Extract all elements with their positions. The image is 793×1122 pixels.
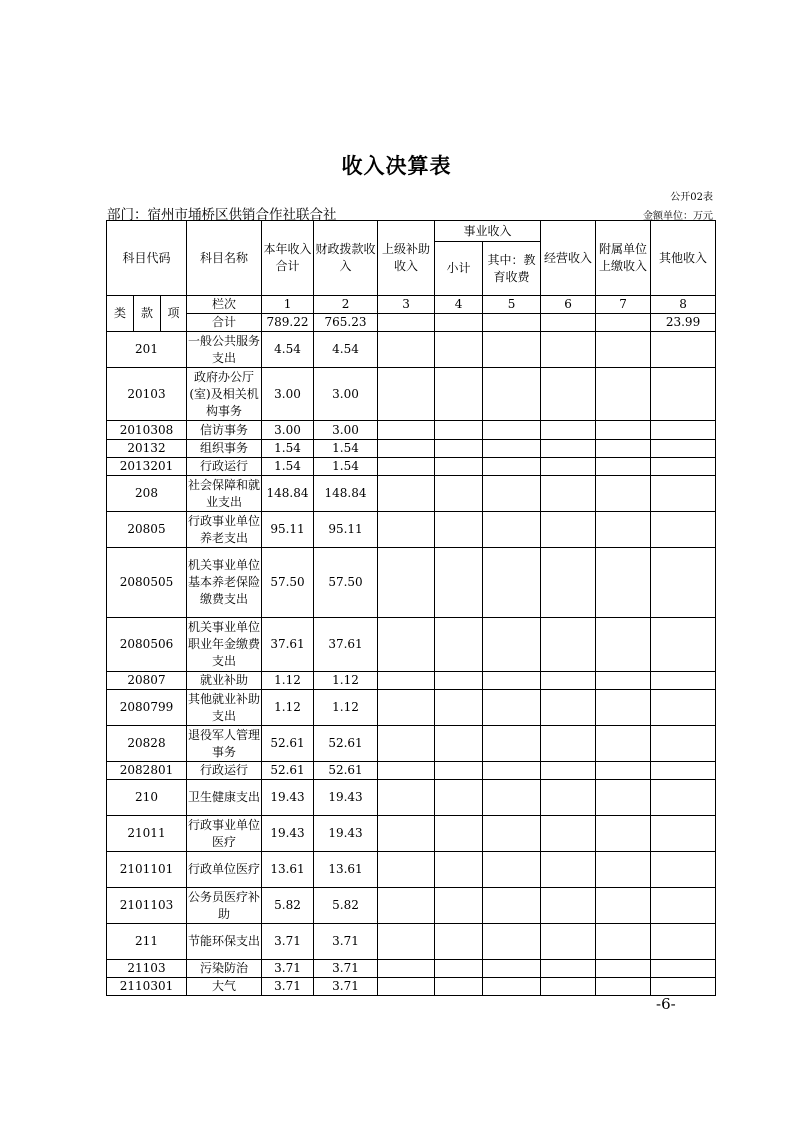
header-subtotal: 小计 [435,242,483,296]
row-code: 2010308 [107,421,187,440]
row-code: 20132 [107,440,187,458]
row-total: 1.54 [262,440,314,458]
row-code: 21011 [107,816,187,852]
row-fiscal: 95.11 [314,512,378,548]
row-total: 3.00 [262,421,314,440]
column-number: 4 [435,296,483,314]
row-code: 20103 [107,368,187,421]
row-total: 19.43 [262,816,314,852]
header-name: 科目名称 [187,221,262,296]
table-row [107,960,716,978]
row-code: 210 [107,780,187,816]
total-row-label: 合计 [187,314,262,332]
row-fiscal: 3.71 [314,960,378,978]
row-code: 2080506 [107,618,187,672]
subheader-lei: 类 [107,296,134,332]
column-number: 8 [651,296,716,314]
row-fiscal: 52.61 [314,726,378,762]
row-fiscal: 3.71 [314,978,378,996]
subheader-kuan: 款 [134,296,161,332]
row-fiscal: 1.12 [314,690,378,726]
row-fiscal: 19.43 [314,780,378,816]
column-number: 3 [378,296,435,314]
header-business: 事业收入 [435,221,541,242]
row-total: 4.54 [262,332,314,368]
total-row-total: 789.22 [262,314,314,332]
row-name: 污染防治 [187,960,262,978]
unit-label: 金额单位：万元 [643,211,713,222]
row-fiscal: 1.12 [314,672,378,690]
row-total: 19.43 [262,780,314,816]
income-table [106,220,716,996]
row-name: 行政事业单位养老支出 [187,512,262,548]
table-row [107,548,716,618]
row-fiscal: 3.00 [314,368,378,421]
row-total: 1.12 [262,672,314,690]
row-name: 组织事务 [187,440,262,458]
table-row [107,780,716,816]
row-total: 37.61 [262,618,314,672]
total-row-other: 23.99 [651,314,716,332]
row-total: 1.12 [262,690,314,726]
table-row [107,458,716,476]
table-row [107,672,716,690]
table-row [107,888,716,924]
table-code-note: 公开02表 [670,192,713,203]
row-code: 2080799 [107,690,187,726]
table-row [107,690,716,726]
row-total: 3.71 [262,978,314,996]
row-fiscal: 5.82 [314,888,378,924]
row-total: 3.00 [262,368,314,421]
row-name: 信访事务 [187,421,262,440]
row-total: 95.11 [262,512,314,548]
row-code: 2013201 [107,458,187,476]
row-total: 1.54 [262,458,314,476]
row-code: 2101101 [107,852,187,888]
total-row-fiscal: 765.23 [314,314,378,332]
row-name: 行政运行 [187,762,262,780]
row-code: 2101103 [107,888,187,924]
table-row [107,512,716,548]
row-fiscal: 3.00 [314,421,378,440]
row-code: 208 [107,476,187,512]
header-fiscal: 财政拨款收入 [314,221,378,296]
row-total: 52.61 [262,726,314,762]
column-number: 1 [262,296,314,314]
table-row [107,978,716,996]
row-name: 机关事业单位职业年金缴费支出 [187,618,262,672]
table-row [107,762,716,780]
page-title: 收入决算表 [341,154,452,178]
row-fiscal: 1.54 [314,440,378,458]
row-code: 2080505 [107,548,187,618]
row-name: 其他就业补助支出 [187,690,262,726]
header-other: 其他收入 [651,221,716,296]
table-row [107,440,716,458]
row-fiscal: 19.43 [314,816,378,852]
row-name: 卫生健康支出 [187,780,262,816]
row-total: 5.82 [262,888,314,924]
row-fiscal: 1.54 [314,458,378,476]
row-code: 2110301 [107,978,187,996]
row-name: 就业补助 [187,672,262,690]
row-total: 3.71 [262,924,314,960]
row-fiscal: 3.71 [314,924,378,960]
row-code: 21103 [107,960,187,978]
column-number: 6 [541,296,596,314]
table-row [107,816,716,852]
row-total: 148.84 [262,476,314,512]
row-code: 201 [107,332,187,368]
table-row [107,924,716,960]
row-fiscal: 148.84 [314,476,378,512]
subheader-lanci: 栏次 [187,296,262,314]
header-operating: 经营收入 [541,221,596,296]
header-code: 科目代码 [107,221,187,296]
row-fiscal: 4.54 [314,332,378,368]
row-name: 社会保障和就业支出 [187,476,262,512]
row-code: 20807 [107,672,187,690]
row-code: 20805 [107,512,187,548]
table-row [107,332,716,368]
page-number: -6- [656,995,676,1013]
row-code: 211 [107,924,187,960]
row-code: 2082801 [107,762,187,780]
department-label: 部门：宿州市埇桥区供销合作社联合社 [107,207,337,223]
row-total: 57.50 [262,548,314,618]
subheader-xiang: 项 [161,296,187,332]
row-name: 政府办公厅(室)及相关机构事务 [187,368,262,421]
row-total: 3.71 [262,960,314,978]
row-total: 52.61 [262,762,314,780]
table-row [107,421,716,440]
header-education: 其中：教育收费 [483,242,541,296]
row-code: 20828 [107,726,187,762]
table-row [107,368,716,421]
column-number: 7 [596,296,651,314]
table-row [107,852,716,888]
header-affiliated: 附属单位上缴收入 [596,221,651,296]
row-name: 退役军人管理事务 [187,726,262,762]
row-total: 13.61 [262,852,314,888]
row-name: 一般公共服务支出 [187,332,262,368]
row-fiscal: 37.61 [314,618,378,672]
table-row [107,726,716,762]
row-name: 大气 [187,978,262,996]
column-number: 5 [483,296,541,314]
column-number: 2 [314,296,378,314]
row-name: 机关事业单位基本养老保险缴费支出 [187,548,262,618]
table-row [107,476,716,512]
row-name: 行政单位医疗 [187,852,262,888]
row-fiscal: 57.50 [314,548,378,618]
row-name: 行政运行 [187,458,262,476]
row-name: 行政事业单位医疗 [187,816,262,852]
header-superior: 上级补助收入 [378,221,435,296]
row-name: 公务员医疗补助 [187,888,262,924]
row-fiscal: 52.61 [314,762,378,780]
header-total: 本年收入合计 [262,221,314,296]
table-row [107,618,716,672]
row-name: 节能环保支出 [187,924,262,960]
row-fiscal: 13.61 [314,852,378,888]
